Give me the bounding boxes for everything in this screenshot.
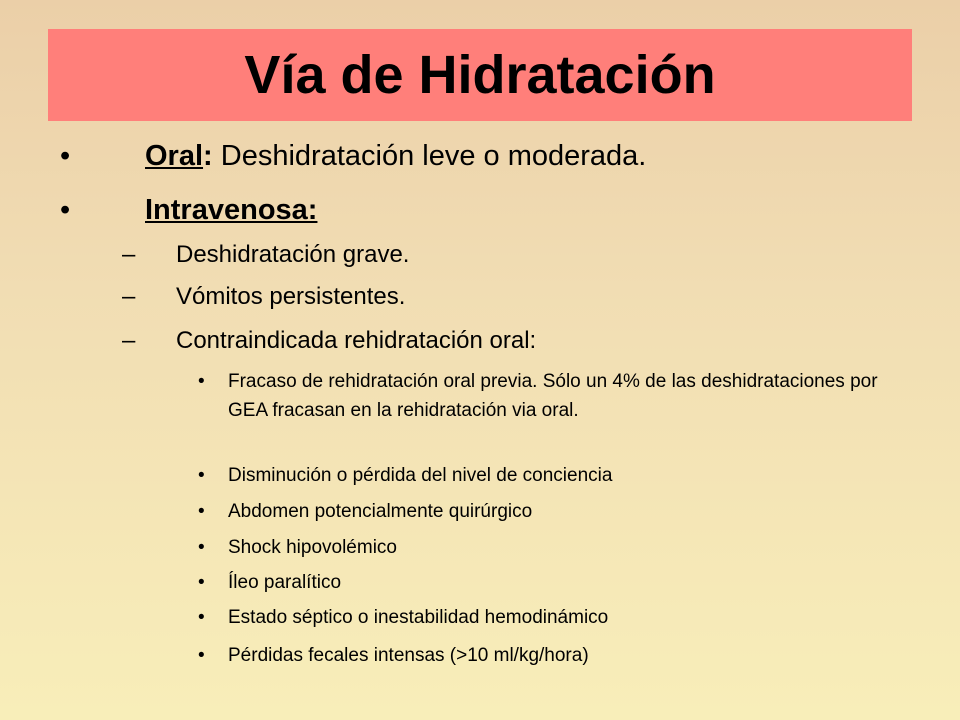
title-banner	[48, 29, 912, 121]
bullet-icon: •	[198, 501, 205, 522]
sub-item	[0, 324, 940, 358]
sub-item-text: Contraindicada rehidratación oral:	[176, 327, 537, 354]
sub-item-text: Vómitos persistentes.	[176, 283, 406, 310]
bullet-icon: •	[198, 572, 205, 593]
sub-item	[0, 238, 940, 272]
keyword-separator: :	[203, 140, 213, 172]
slide-title: Vía de Hidratación	[244, 45, 716, 105]
bullet-text	[145, 136, 646, 176]
keyword-oral: Oral	[145, 140, 204, 172]
dash-icon: –	[122, 241, 136, 268]
bullet-item-intravenosa	[0, 190, 940, 230]
bullet-item-oral	[0, 136, 940, 176]
bullet-icon: •	[198, 465, 205, 486]
detail-text: Íleo paralítico	[228, 572, 342, 593]
bullet-icon: •	[198, 607, 205, 628]
bullet-icon: •	[60, 140, 71, 172]
sub-item-text: Deshidratación grave.	[176, 241, 410, 268]
dash-icon: –	[122, 327, 136, 354]
detail-text: Fracaso de rehidratación oral previa. Sólo un 4% de las deshidrataciones por GEA fracasan en la rehidratación via oral.	[228, 371, 878, 421]
keyword-intravenosa: Intravenosa:	[145, 194, 318, 226]
bullet-icon: •	[198, 371, 205, 392]
bullet-icon: •	[60, 194, 71, 226]
detail-text: Shock hipovolémico	[228, 537, 397, 558]
dash-icon: –	[122, 283, 136, 310]
bullet-description: Deshidratación leve o moderada.	[212, 140, 647, 172]
bullet-icon: •	[198, 645, 205, 666]
sub-item	[0, 280, 940, 314]
bullet-icon: •	[198, 537, 205, 558]
detail-text: Abdomen potencialmente quirúrgico	[228, 501, 533, 522]
detail-text: Pérdidas fecales intensas (>10 ml/kg/hora)	[228, 645, 589, 666]
detail-text: Estado séptico o inestabilidad hemodinámico	[228, 607, 609, 628]
detail-text: Disminución o pérdida del nivel de conciencia	[228, 465, 613, 486]
